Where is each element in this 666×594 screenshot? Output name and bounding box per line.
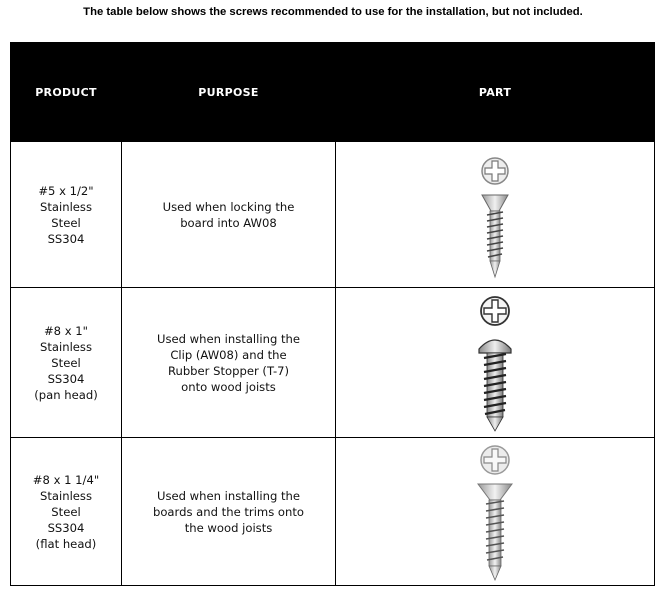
product-line: Stainless — [39, 488, 92, 503]
product-line: SS304 — [47, 520, 85, 535]
purpose-line: the wood joists — [184, 520, 273, 535]
purpose-cell — [122, 142, 336, 288]
product-line: Stainless — [39, 339, 92, 354]
product-line: (flat head) — [35, 536, 97, 551]
purpose-line: Clip (AW08) and the — [170, 347, 287, 362]
product-line: #5 x 1/2" — [38, 183, 94, 198]
product-line: Stainless — [39, 199, 92, 214]
product-cell — [11, 438, 122, 586]
product-line: Steel — [51, 355, 81, 370]
flat-head-phillips-screw-icon — [473, 442, 517, 582]
purpose-line: Used when installing the — [156, 488, 301, 503]
screw-spec-table — [10, 42, 655, 586]
short-phillips-screw-icon — [475, 151, 515, 279]
table-row — [11, 438, 655, 586]
purpose-cell — [122, 288, 336, 438]
pan-head-phillips-screw-icon — [473, 293, 517, 433]
product-line: SS304 — [47, 231, 85, 246]
product-cell — [11, 142, 122, 288]
purpose-line: onto wood joists — [181, 379, 276, 394]
product-line: SS304 — [47, 371, 85, 386]
table-header-row — [11, 43, 655, 142]
product-line: #8 x 1 1/4" — [32, 472, 100, 487]
product-line: (pan head) — [34, 387, 98, 402]
purpose-line: Used when installing the — [156, 331, 301, 346]
table-row — [11, 288, 655, 438]
product-line: Steel — [51, 215, 81, 230]
product-cell — [11, 288, 122, 438]
part-cell — [336, 142, 655, 288]
purpose-cell — [122, 438, 336, 586]
part-cell — [336, 438, 655, 586]
header-part: PART — [336, 43, 655, 142]
header-purpose: PURPOSE — [122, 43, 336, 142]
header-product: PRODUCT — [11, 43, 122, 142]
purpose-line: boards and the trims onto — [152, 504, 305, 519]
purpose-line: board into AW08 — [180, 215, 277, 230]
product-line: Steel — [51, 504, 81, 519]
table-row — [11, 142, 655, 288]
purpose-line: Used when locking the — [162, 199, 295, 214]
table-caption: The table below shows the screws recommended to use for the installation, but not included. — [83, 6, 583, 18]
part-cell — [336, 288, 655, 438]
purpose-line: Rubber Stopper (T-7) — [167, 363, 290, 378]
product-line: #8 x 1" — [43, 323, 89, 338]
